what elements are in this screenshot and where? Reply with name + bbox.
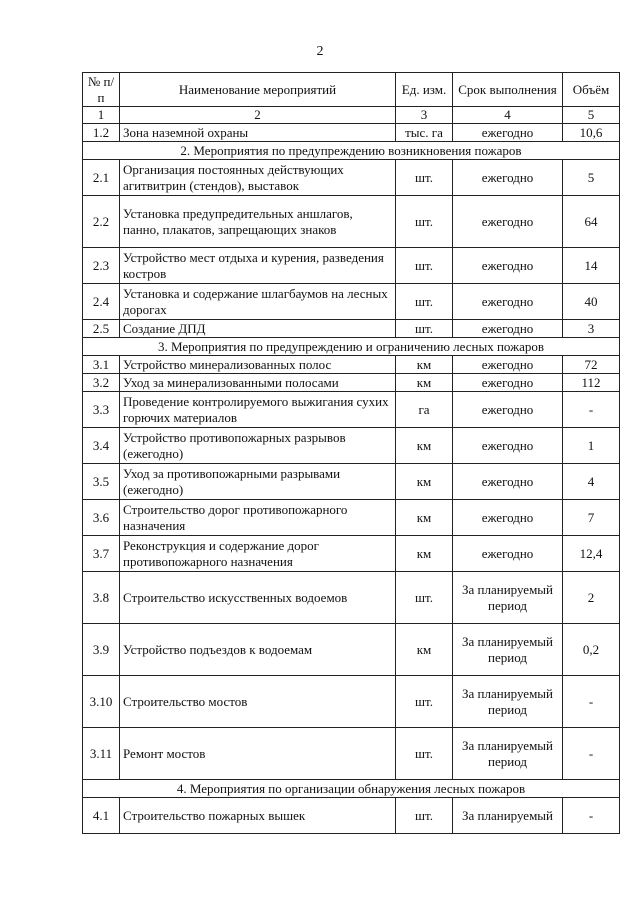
table-row: [83, 500, 620, 536]
volume-value: 64: [563, 196, 620, 248]
header-unit: Ед. изм.: [396, 73, 453, 107]
unit-of-measure: шт.: [396, 160, 453, 196]
completion-term: За планируемый период: [453, 624, 563, 676]
completion-term: ежегодно: [453, 284, 563, 320]
activity-name: Строительство пожарных вышек: [120, 798, 396, 834]
volume-value: 10,6: [563, 124, 620, 142]
header-term: Срок выполнения: [453, 73, 563, 107]
table-row: [83, 124, 620, 142]
completion-term: ежегодно: [453, 196, 563, 248]
unit-of-measure: км: [396, 624, 453, 676]
row-number: 3.4: [83, 428, 120, 464]
table-row: [83, 428, 620, 464]
column-number: 3: [396, 107, 453, 124]
activity-name: Строительство дорог противопожарного назначения: [120, 500, 396, 536]
completion-term: ежегодно: [453, 464, 563, 500]
activity-name: Создание ДПД: [120, 320, 396, 338]
completion-term: ежегодно: [453, 248, 563, 284]
row-number: 3.11: [83, 728, 120, 780]
section-row: [83, 142, 620, 160]
volume-value: 5: [563, 160, 620, 196]
header-name: Наименование мероприятий: [120, 73, 396, 107]
unit-of-measure: шт.: [396, 284, 453, 320]
table-row: [83, 624, 620, 676]
table-row: [83, 728, 620, 780]
row-number: 2.1: [83, 160, 120, 196]
row-number: 4.1: [83, 798, 120, 834]
row-number: 3.7: [83, 536, 120, 572]
unit-of-measure: шт.: [396, 676, 453, 728]
activity-name: Организация постоянных действующих агитвитрин (стендов), выставок: [120, 160, 396, 196]
volume-value: -: [563, 728, 620, 780]
activity-name: Устройство подъездов к водоемам: [120, 624, 396, 676]
table-row: [83, 160, 620, 196]
completion-term: За планируемый: [453, 798, 563, 834]
completion-term: ежегодно: [453, 374, 563, 392]
unit-of-measure: км: [396, 464, 453, 500]
activity-name: Проведение контролируемого выжигания сухих горючих материалов: [120, 392, 396, 428]
row-number: 3.1: [83, 356, 120, 374]
column-number: 1: [83, 107, 120, 124]
table-row: [83, 284, 620, 320]
completion-term: ежегодно: [453, 320, 563, 338]
unit-of-measure: шт.: [396, 320, 453, 338]
unit-of-measure: шт.: [396, 572, 453, 624]
completion-term: ежегодно: [453, 392, 563, 428]
unit-of-measure: км: [396, 428, 453, 464]
section-row: [83, 338, 620, 356]
row-number: 3.2: [83, 374, 120, 392]
activity-name: Строительство искусственных водоемов: [120, 572, 396, 624]
row-number: 2.2: [83, 196, 120, 248]
table-header-row: [83, 73, 620, 107]
volume-value: 112: [563, 374, 620, 392]
completion-term: ежегодно: [453, 124, 563, 142]
volume-value: 1: [563, 428, 620, 464]
unit-of-measure: шт.: [396, 798, 453, 834]
unit-of-measure: шт.: [396, 248, 453, 284]
table-row: [83, 676, 620, 728]
table-row: [83, 356, 620, 374]
table-body: [83, 124, 620, 834]
volume-value: 14: [563, 248, 620, 284]
row-number: 3.10: [83, 676, 120, 728]
unit-of-measure: км: [396, 374, 453, 392]
table-row: [83, 536, 620, 572]
volume-value: -: [563, 676, 620, 728]
activity-name: Установка предупредительных аншлагов, панно, плакатов, запрещающих знаков: [120, 196, 396, 248]
page-number: 2: [316, 44, 324, 59]
activity-name: Зона наземной охраны: [120, 124, 396, 142]
volume-value: 12,4: [563, 536, 620, 572]
row-number: 3.5: [83, 464, 120, 500]
activity-name: Ремонт мостов: [120, 728, 396, 780]
volume-value: 0,2: [563, 624, 620, 676]
row-number: 3.6: [83, 500, 120, 536]
volume-value: 40: [563, 284, 620, 320]
unit-of-measure: км: [396, 536, 453, 572]
volume-value: 4: [563, 464, 620, 500]
activity-name: Уход за минерализованными полосами: [120, 374, 396, 392]
row-number: 2.4: [83, 284, 120, 320]
table-row: [83, 196, 620, 248]
table-row: [83, 392, 620, 428]
completion-term: За планируемый период: [453, 728, 563, 780]
unit-of-measure: шт.: [396, 196, 453, 248]
header-num: № п/п: [83, 73, 120, 107]
table-row: [83, 798, 620, 834]
section-title: 3. Мероприятия по предупреждению и ограничению лесных пожаров: [83, 338, 620, 356]
unit-of-measure: шт.: [396, 728, 453, 780]
table-row: [83, 248, 620, 284]
row-number: 3.3: [83, 392, 120, 428]
activity-name: Строительство мостов: [120, 676, 396, 728]
completion-term: ежегодно: [453, 536, 563, 572]
volume-value: -: [563, 392, 620, 428]
section-row: [83, 780, 620, 798]
table-row: [83, 320, 620, 338]
activity-name: Уход за противопожарными разрывами (ежегодно): [120, 464, 396, 500]
table-row: [83, 374, 620, 392]
activity-name: Реконструкция и содержание дорог противопожарного назначения: [120, 536, 396, 572]
section-title: 4. Мероприятия по организации обнаружения лесных пожаров: [83, 780, 620, 798]
unit-of-measure: тыс. га: [396, 124, 453, 142]
completion-term: За планируемый период: [453, 676, 563, 728]
unit-of-measure: км: [396, 500, 453, 536]
activity-name: Устройство противопожарных разрывов (ежегодно): [120, 428, 396, 464]
row-number: 3.9: [83, 624, 120, 676]
completion-term: За планируемый период: [453, 572, 563, 624]
volume-value: 3: [563, 320, 620, 338]
activities-table: [82, 72, 620, 834]
volume-value: -: [563, 798, 620, 834]
completion-term: ежегодно: [453, 428, 563, 464]
table-row: [83, 572, 620, 624]
activity-name: Устройство минерализованных полос: [120, 356, 396, 374]
unit-of-measure: га: [396, 392, 453, 428]
volume-value: 72: [563, 356, 620, 374]
activity-name: Устройство мест отдыха и курения, разведения костров: [120, 248, 396, 284]
row-number: 1.2: [83, 124, 120, 142]
column-number: 5: [563, 107, 620, 124]
unit-of-measure: км: [396, 356, 453, 374]
volume-value: 2: [563, 572, 620, 624]
section-title: 2. Мероприятия по предупреждению возникновения пожаров: [83, 142, 620, 160]
table-row: [83, 464, 620, 500]
completion-term: ежегодно: [453, 356, 563, 374]
completion-term: ежегодно: [453, 500, 563, 536]
activity-name: Установка и содержание шлагбаумов на лесных дорогах: [120, 284, 396, 320]
volume-value: 7: [563, 500, 620, 536]
row-number: 3.8: [83, 572, 120, 624]
column-number: 2: [120, 107, 396, 124]
row-number: 2.5: [83, 320, 120, 338]
completion-term: ежегодно: [453, 160, 563, 196]
column-number: 4: [453, 107, 563, 124]
row-number: 2.3: [83, 248, 120, 284]
column-number-row: [83, 107, 620, 124]
header-volume: Объём: [563, 73, 620, 107]
